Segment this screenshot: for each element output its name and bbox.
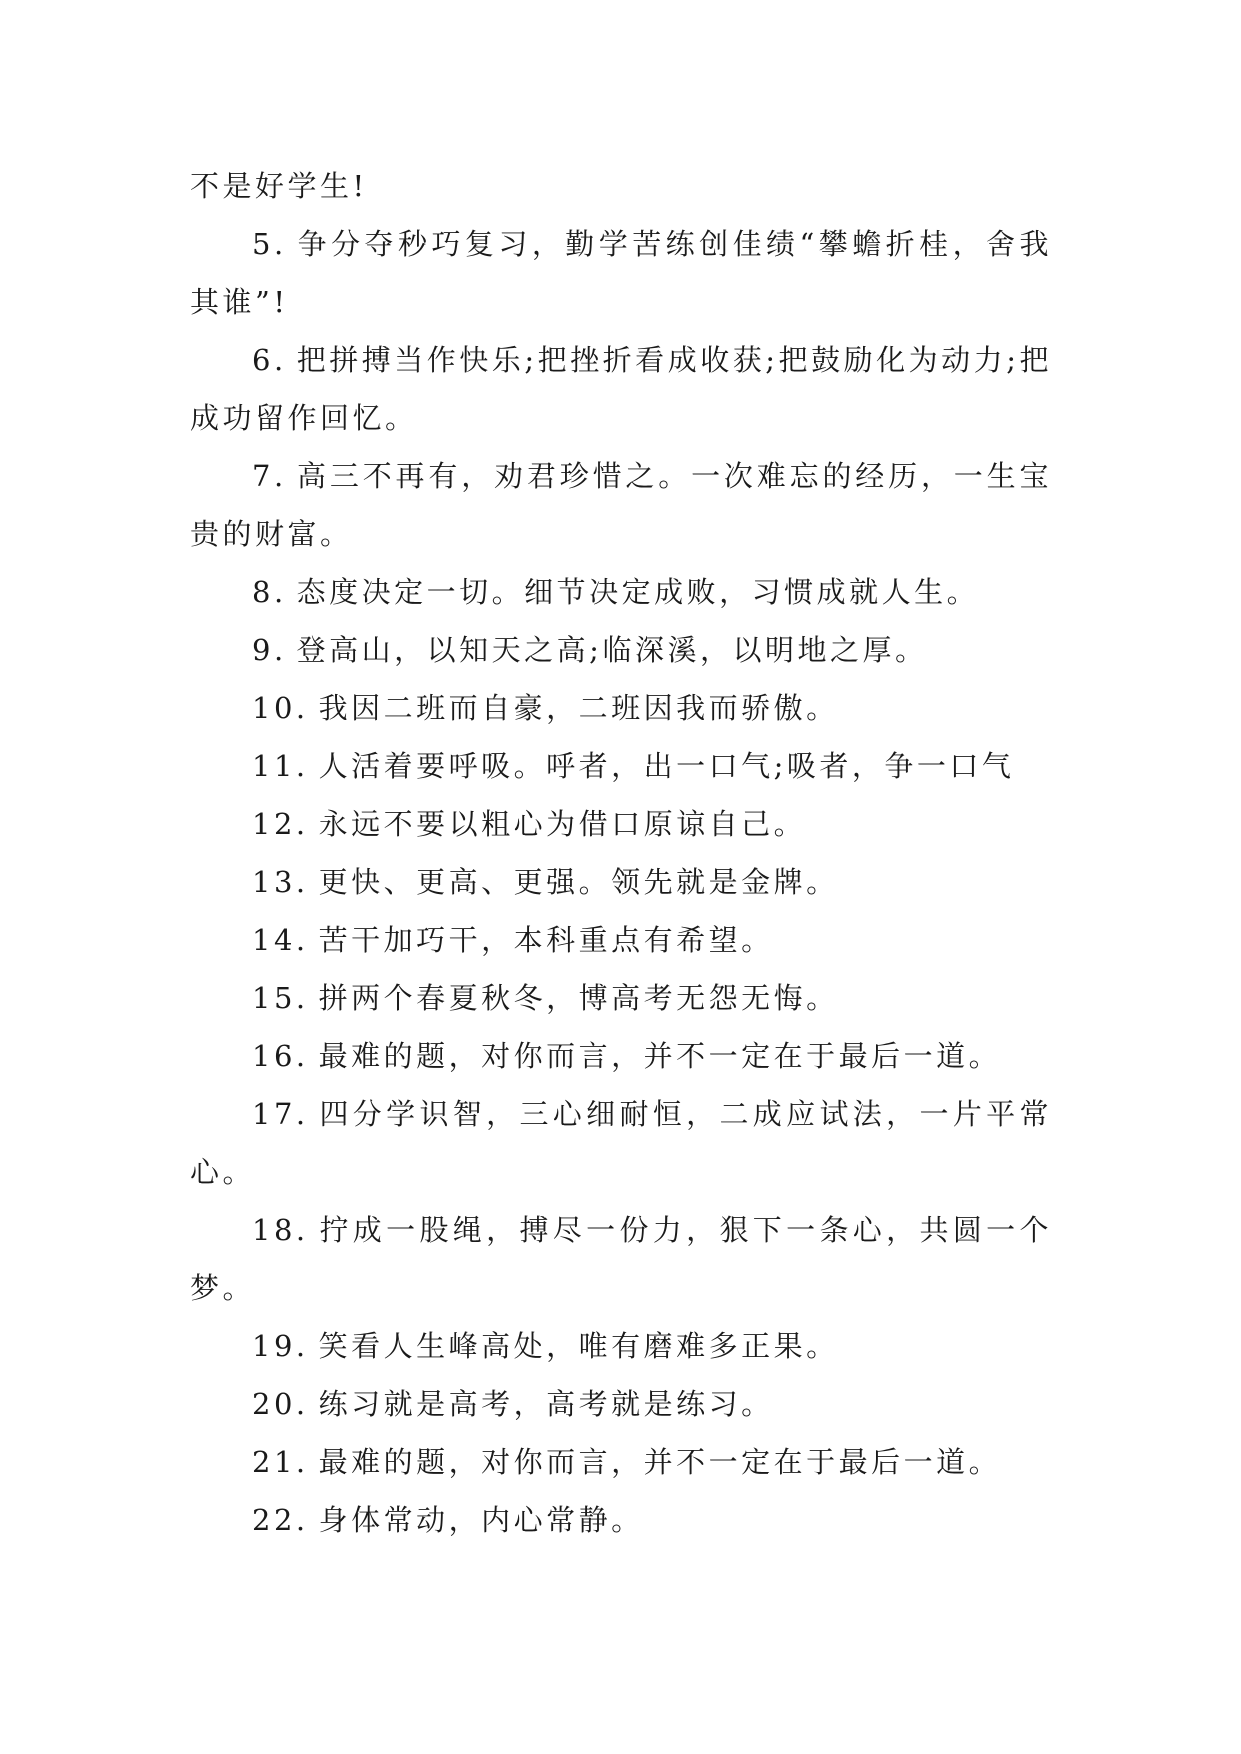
paragraph-text: 最难的题，对你而言，并不一定在于最后一道。 (318, 1445, 1002, 1479)
item-number: 9. (252, 633, 287, 667)
paragraph (190, 853, 1052, 911)
paragraph (190, 1201, 1052, 1317)
paragraph (190, 215, 1052, 331)
paragraph-text: 不是好学生! (190, 169, 368, 203)
paragraph (190, 969, 1052, 1027)
paragraph-text: 把拼搏当作快乐;把挫折看成收获;把鼓励化为动力;把成功留作回忆。 (190, 343, 1052, 435)
item-number: 12. (252, 807, 309, 841)
item-number: 5. (252, 227, 287, 261)
item-number: 16. (252, 1039, 309, 1073)
paragraph (190, 737, 1052, 795)
item-number: 8. (252, 575, 287, 609)
paragraph (190, 1085, 1052, 1201)
document-body (190, 157, 1052, 1549)
paragraph (190, 621, 1052, 679)
paragraph (190, 795, 1052, 853)
item-number: 21. (252, 1445, 309, 1479)
paragraph (190, 679, 1052, 737)
item-number: 20. (252, 1387, 309, 1421)
paragraph (190, 157, 1052, 215)
paragraph-text: 更快、更高、更强。领先就是金牌。 (318, 865, 839, 899)
paragraph (190, 331, 1052, 447)
paragraph (190, 1375, 1052, 1433)
paragraph-text: 永远不要以粗心为借口原谅自己。 (318, 807, 807, 841)
item-number: 15. (252, 981, 309, 1015)
paragraph-text: 苦干加巧干，本科重点有希望。 (318, 923, 774, 957)
item-number: 14. (252, 923, 309, 957)
item-number: 22. (252, 1503, 309, 1537)
item-number: 11. (252, 749, 309, 783)
item-number: 18. (252, 1213, 309, 1247)
paragraph (190, 1491, 1052, 1549)
paragraph-text: 拧成一股绳，搏尽一份力，狠下一条心，共圆一个梦。 (190, 1213, 1052, 1305)
paragraph-text: 人活着要呼吸。呼者，出一口气;吸者，争一口气 (318, 749, 1015, 783)
paragraph (190, 1317, 1052, 1375)
paragraph-text: 拼两个春夏秋冬，博高考无怨无悔。 (318, 981, 839, 1015)
paragraph (190, 911, 1052, 969)
item-number: 10. (252, 691, 309, 725)
paragraph-text: 我因二班而自豪，二班因我而骄傲。 (318, 691, 839, 725)
paragraph-text: 练习就是高考，高考就是练习。 (318, 1387, 774, 1421)
paragraph-text: 争分夺秒巧复习，勤学苦练创佳绩“攀蟾折桂，舍我其谁”! (190, 227, 1052, 319)
paragraph-text: 高三不再有，劝君珍惜之。一次难忘的经历，一生宝贵的财富。 (190, 459, 1052, 551)
paragraph-text: 笑看人生峰高处，唯有磨难多正果。 (318, 1329, 839, 1363)
item-number: 17. (252, 1097, 309, 1131)
paragraph-text: 四分学识智，三心细耐恒，二成应试法，一片平常心。 (190, 1097, 1052, 1189)
paragraph (190, 563, 1052, 621)
paragraph-text: 身体常动，内心常静。 (318, 1503, 644, 1537)
item-number: 7. (252, 459, 287, 493)
paragraph (190, 447, 1052, 563)
paragraph-text: 态度决定一切。细节决定成败，习惯成就人生。 (296, 575, 980, 609)
paragraph (190, 1433, 1052, 1491)
paragraph-text: 登高山，以知天之高;临深溪，以明地之厚。 (296, 633, 928, 667)
paragraph (190, 1027, 1052, 1085)
item-number: 19. (252, 1329, 309, 1363)
item-number: 13. (252, 865, 309, 899)
item-number: 6. (252, 343, 287, 377)
paragraph-text: 最难的题，对你而言，并不一定在于最后一道。 (318, 1039, 1002, 1073)
